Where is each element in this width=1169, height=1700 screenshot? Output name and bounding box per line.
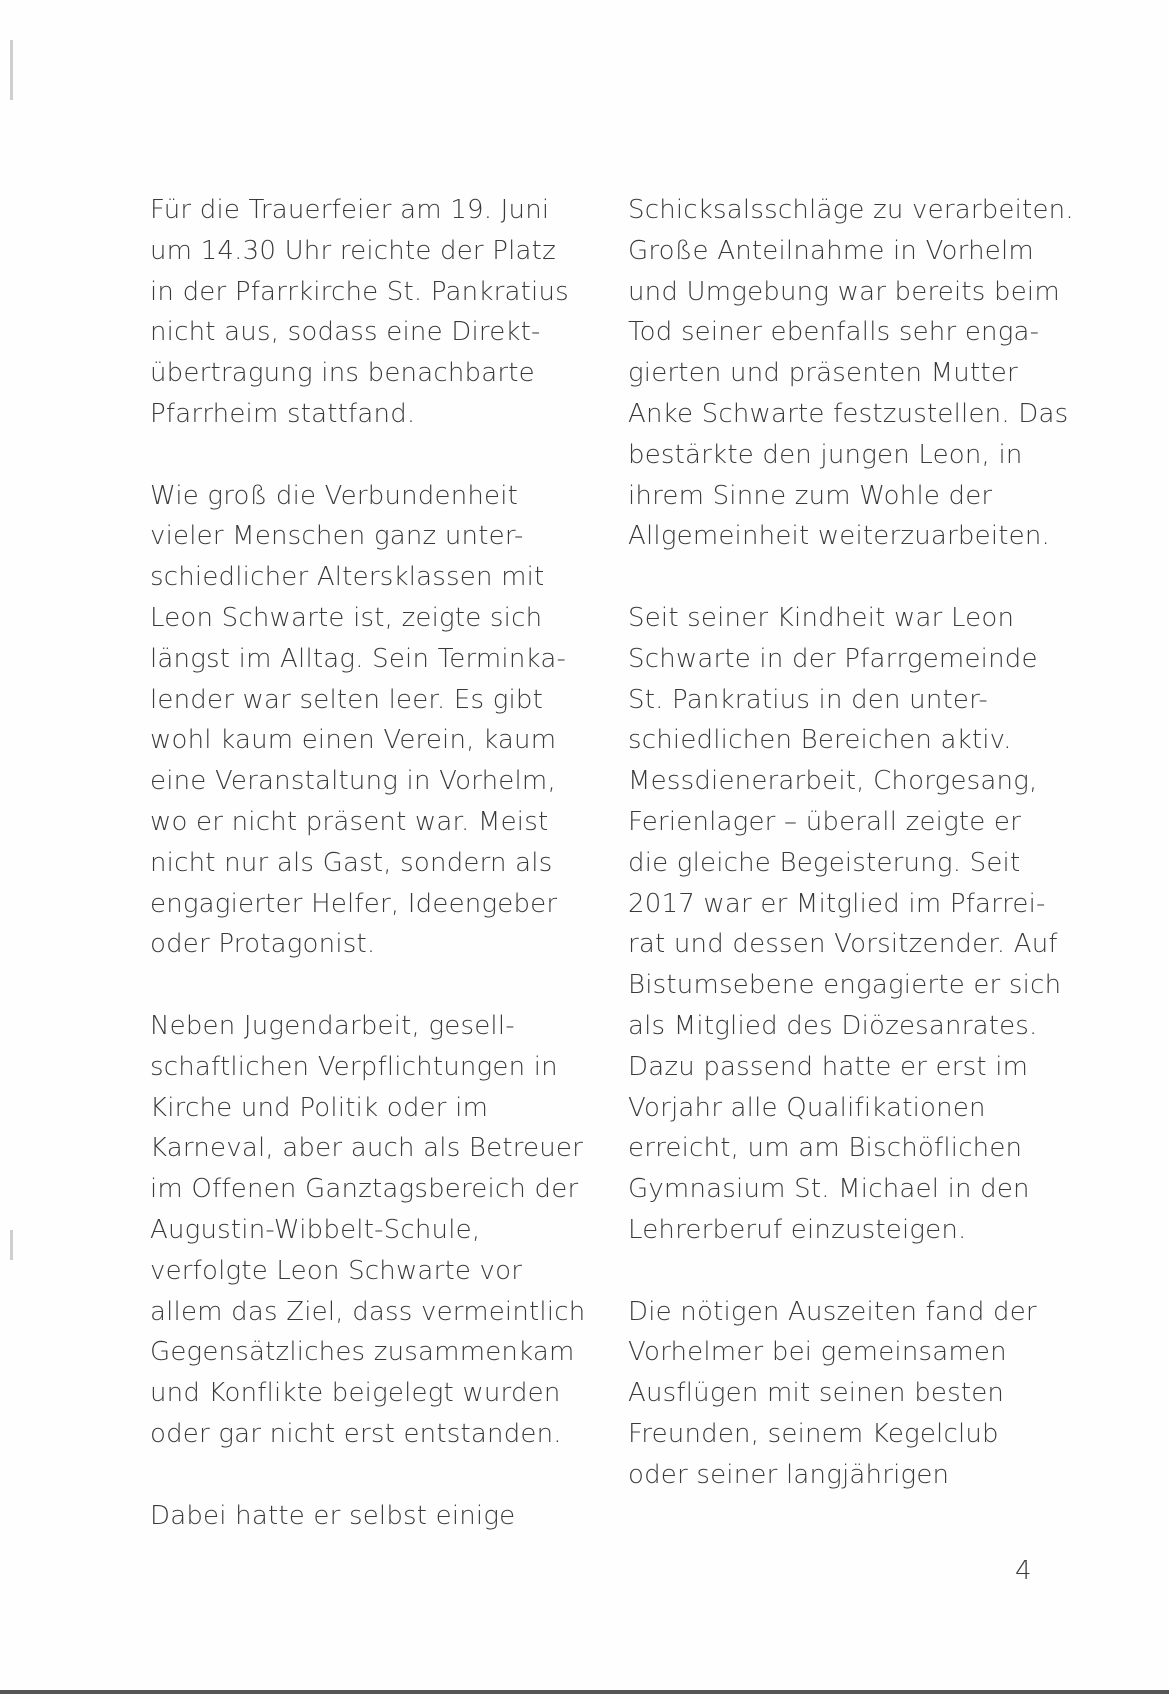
paragraph (150, 1496, 570, 1537)
text-line: schiedlicher Altersklassen mit (150, 562, 545, 593)
text-line: Pfarrheim stattfand. (150, 398, 416, 429)
paragraph (150, 476, 570, 966)
text-line: engagierter Helfer, Ideengeber (150, 888, 558, 919)
text-line: und Umgebung war bereits beim (628, 276, 1060, 307)
text-line: um 14.30 Uhr reichte der Platz (150, 235, 556, 266)
text-line: wohl kaum einen Verein, kaum (150, 725, 557, 756)
text-line: lender war selten leer. Es gibt (150, 684, 544, 715)
scan-edge-mark (10, 1230, 13, 1260)
text-line: verfolgte Leon Schwarte vor (150, 1255, 523, 1286)
paragraph (628, 1292, 1048, 1496)
page-number: 4 (1015, 1556, 1032, 1586)
text-line: nicht aus, sodass eine Direkt- (150, 317, 541, 348)
text-line: übertragung ins benachbarte (150, 358, 535, 389)
text-line: Für die Trauerfeier am 19. Juni (150, 195, 550, 225)
text-line: bestärkte den jungen Leon, in (628, 439, 1023, 470)
right-text-column (628, 190, 1074, 1536)
text-line: Leon Schwarte ist, zeigte sich (150, 602, 543, 633)
text-line: Anke Schwarte festzustellen. Das (628, 398, 1069, 429)
text-line: Messdienerarbeit, Chorgesang, (628, 766, 1038, 797)
text-line: Bistumsebene engagierte er sich (628, 970, 1062, 1001)
paragraph (628, 598, 1062, 1251)
text-line: Kirche und Politik oder im (150, 1092, 489, 1123)
paragraph (628, 190, 1074, 557)
text-line: vieler Menschen ganz unter- (150, 521, 524, 552)
text-line: Ferienlager – überall zeigte er (628, 806, 1022, 837)
text-line: Ausflügen mit seinen besten (628, 1378, 1005, 1409)
text-line: in der Pfarrkirche St. Pankratius (150, 276, 569, 307)
page-bottom-edge (0, 1690, 1169, 1694)
text-line: die gleiche Begeisterung. Seit (628, 847, 1021, 878)
text-line: oder gar nicht erst entstanden. (150, 1418, 562, 1449)
text-line: Große Anteilnahme in Vorhelm (628, 235, 1034, 266)
text-line: Gymnasium St. Michael in den (628, 1174, 1030, 1205)
text-line: schiedlichen Bereichen aktiv. (628, 725, 1012, 756)
left-text-column (150, 190, 586, 1577)
text-line: St. Pankratius in den unter- (628, 684, 988, 715)
text-line: oder Protagonist. (150, 929, 376, 960)
paragraph (150, 190, 570, 435)
text-line: Vorhelmer bei gemeinsamen (628, 1337, 1007, 1368)
text-line: gierten und präsenten Mutter (628, 358, 1018, 389)
text-line: Neben Jugendarbeit, gesell- (150, 1010, 515, 1041)
text-line: oder seiner langjährigen (628, 1459, 950, 1490)
text-line: als Mitglied des Diözesanrates. (628, 1010, 1038, 1041)
text-line: allem das Ziel, dass vermeintlich (150, 1296, 586, 1327)
text-line: Schwarte in der Pfarrgemeinde (628, 643, 1038, 674)
text-line: rat und dessen Vorsitzender. Auf (628, 929, 1058, 960)
text-line: und Konflikte beigelegt wurden (150, 1378, 561, 1409)
text-line: Vorjahr alle Qualifikationen (628, 1092, 986, 1123)
text-line: Schicksalsschläge zu verarbeiten. (628, 195, 1074, 225)
text-line: 2017 war er Mitglied im Pfarrei- (628, 888, 1046, 919)
text-line: Dazu passend hatte er erst im (628, 1051, 1029, 1082)
text-line: Allgemeinheit weiterzuarbeiten. (628, 521, 1050, 552)
text-line: eine Veranstaltung in Vorhelm, (150, 766, 556, 797)
text-line: schaftlichen Verpflichtungen in (150, 1051, 558, 1082)
text-line: längst im Alltag. Sein Terminka- (150, 643, 567, 674)
text-line: Gegensätzliches zusammenkam (150, 1337, 575, 1368)
text-line: Lehrerberuf einzusteigen. (628, 1214, 967, 1245)
scan-edge-mark (10, 40, 13, 100)
text-line: Karneval, aber auch als Betreuer (150, 1133, 584, 1164)
text-line: erreicht, um am Bischöflichen (628, 1133, 1023, 1164)
text-line: Augustin-Wibbelt-Schule, (150, 1214, 481, 1245)
text-line: wo er nicht präsent war. Meist (150, 806, 549, 837)
text-line: Freunden, seinem Kegelclub (628, 1418, 999, 1449)
text-line: Seit seiner Kindheit war Leon (628, 602, 1015, 633)
text-line: nicht nur als Gast, sondern als (150, 847, 553, 878)
paragraph (150, 1006, 586, 1455)
text-line: Die nötigen Auszeiten fand der (628, 1296, 1037, 1327)
text-line: ihrem Sinne zum Wohle der (628, 480, 993, 511)
text-line: Tod seiner ebenfalls sehr enga- (628, 317, 1040, 348)
text-line: Dabei hatte er selbst einige (150, 1500, 516, 1531)
text-line: im Offenen Ganztagsbereich der (150, 1174, 579, 1205)
text-line: Wie groß die Verbundenheit (150, 480, 519, 511)
